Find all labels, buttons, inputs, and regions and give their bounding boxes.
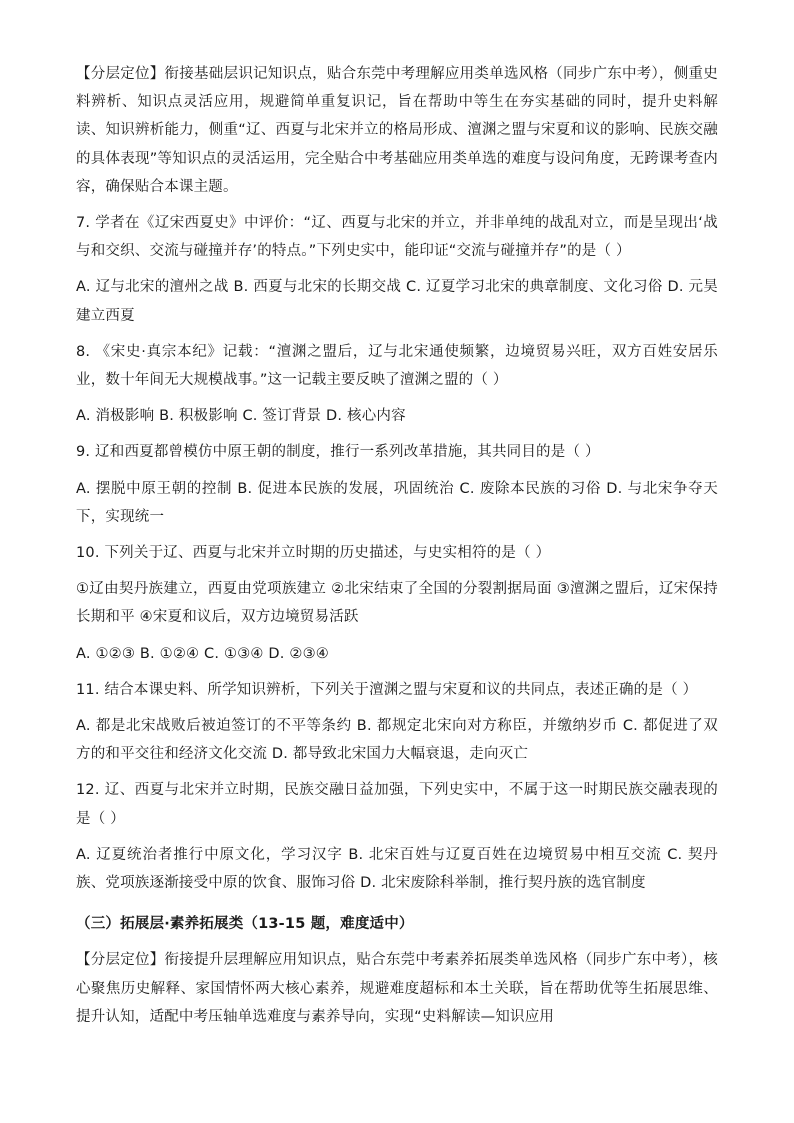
question-12 <box>76 776 718 897</box>
question-10 <box>76 539 718 668</box>
question-options: A. ①②③ B. ①②④ C. ①③④ D. ②③④ <box>76 645 329 662</box>
question-9 <box>76 438 718 531</box>
intro-paragraph-1: 【分层定位】衔接基础层识记知识点，贴合东莞中考理解应用类单选风格（同步广东中考），侧重史料辨析、知识点灵活应用，规避简单重复识记，旨在帮助中等生在夯实基础的同时，提升史料解读、知识辨析能力，侧重“辽、西夏与北宋并立的格局形成、澶渊之盟与宋夏和议的影响、民族交融的具体表现”等知识点的灵活运用，完全贴合中考基础应用类单选的难度与设问角度，无跨课考查内容，确保贴合本课主题。 <box>76 66 718 195</box>
question-options: A. 辽与北宋的澶州之战 B. 西夏与北宋的长期交战 C. 辽夏学习北宋的典章制度、文化习俗 D. 元昊建立西夏 <box>76 279 718 324</box>
question-stem: 12. 辽、西夏与北宋并立时期，民族交融日益加强，下列史实中，不属于这一时期民族交融表现的是（ ） <box>76 782 718 827</box>
question-11 <box>76 676 718 769</box>
question-stem: 9. 辽和西夏都曾模仿中原王朝的制度，推行一系列改革措施，其共同目的是（ ） <box>76 444 600 461</box>
question-options: A. 都是北宋战败后被迫签订的不平等条约 B. 都规定北宋向对方称臣，并缴纳岁币 C. 都促进了双方的和平交往和经济文化交流 D. 都导致北宋国力大幅衰退，走向灭亡 <box>76 718 718 763</box>
question-stem: 11. 结合本课史料、所学知识辨析，下列关于澶渊之盟与宋夏和议的共同点，表述正确的是（ ） <box>76 681 698 698</box>
question-stem: 8. 《宋史·真宗本纪》记载：“澶渊之盟后，辽与北宋通使频繁，边境贸易兴旺，双方百姓安居乐业，数十年间无大规模战事。”这一记载主要反映了澶渊之盟的（ ） <box>76 343 718 389</box>
question-options: A. 摆脱中原王朝的控制 B. 促进本民族的发展，巩固统治 C. 废除本民族的习俗 D. 与北宋争夺天下，实现统一 <box>76 480 718 525</box>
document-page <box>76 60 718 1031</box>
question-7 <box>76 209 718 330</box>
question-options: A. 消极影响 B. 积极影响 C. 签订背景 D. 核心内容 <box>76 408 406 425</box>
question-stem: 7. 学者在《辽宋西夏史》中评价：“辽、西夏与北宋的并立，并非单纯的战乱对立，而是呈现出‘战与和交织、交流与碰撞并存’的特点。”下列史实中，能印证“交流与碰撞并存”的是（ ） <box>76 215 718 260</box>
intro-paragraph-2: 【分层定位】衔接提升层理解应用知识点，贴合东莞中考素养拓展类单选风格（同步广东中考），核心聚焦历史解释、家国情怀两大核心素养，规避难度超标和本土关联，旨在帮助优等生拓展思维、提升认知，适配中考压轴单选难度与素养导向，实现“史料解读—知识应用 <box>76 952 718 1025</box>
section-heading: （三）拓展层·素养拓展类（13-15 题，难度适中） <box>76 916 414 933</box>
question-options: A. 辽夏统治者推行中原文化，学习汉字 B. 北宋百姓与辽夏百姓在边境贸易中相互交流 C. 契丹族、党项族逐渐接受中原的饮食、服饰习俗 D. 北宋废除科举制，推行契丹族的选官制度 <box>76 846 718 892</box>
question-statements: ①辽由契丹族建立，西夏由党项族建立 ②北宋结束了全国的分裂割据局面 ③澶渊之盟后，辽宋保持长期和平 ④宋夏和议后，双方边境贸易活跃 <box>76 581 718 626</box>
question-8 <box>76 338 718 431</box>
question-stem: 10. 下列关于辽、西夏与北宋并立时期的历史描述，与史实相符的是（ ） <box>76 545 551 562</box>
